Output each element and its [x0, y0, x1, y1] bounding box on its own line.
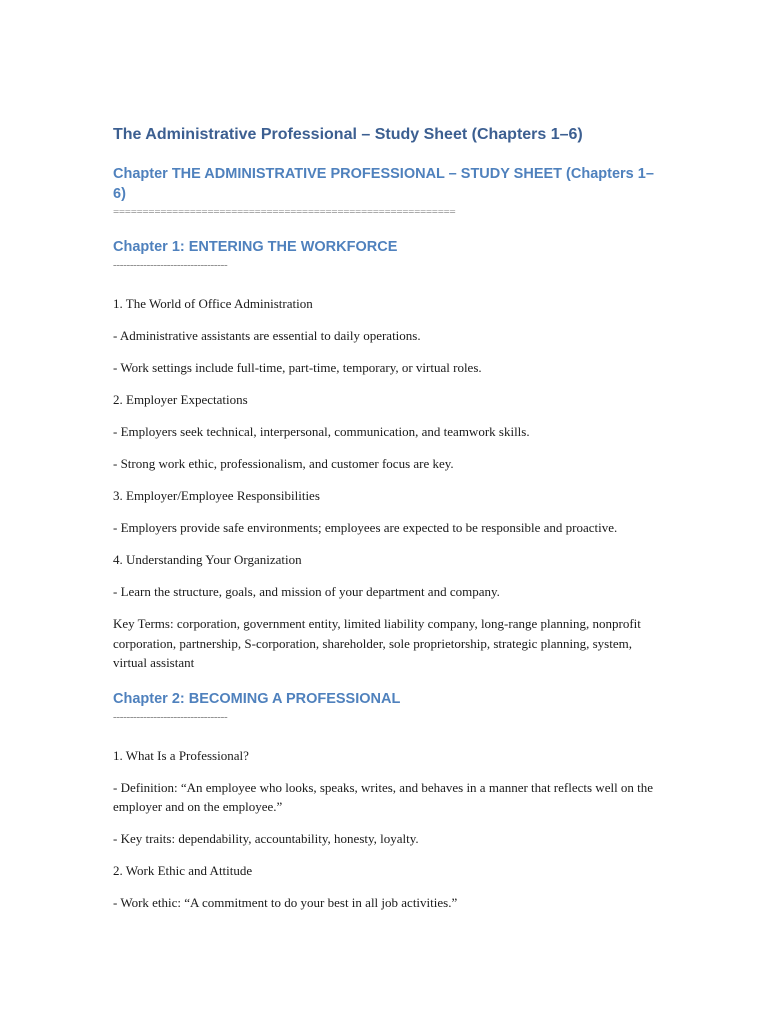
chapter-2-section	[113, 689, 658, 913]
chapter-body	[113, 294, 658, 673]
chapter-body	[113, 746, 658, 913]
paragraph: 1. The World of Office Administration	[113, 296, 313, 311]
key-terms-paragraph: Key Terms: corporation, government entity, limited liability company, long-range planning, nonprofit corporation, partnership, S-corporation, shareholder, sole proprietorship, strategic planning, system, virtual assistant	[113, 616, 641, 670]
document-page	[113, 124, 658, 929]
paragraph: - Work ethic: “A commitment to do your best in all job activities.”	[113, 895, 458, 910]
chapter-divider: ----------------------------------	[113, 259, 228, 271]
main-heading: Chapter THE ADMINISTRATIVE PROFESSIONAL – STUDY SHEET (Chapters 1–6)	[113, 166, 654, 202]
chapter-divider: ----------------------------------	[113, 710, 228, 723]
paragraph: - Employers provide safe environments; employees are expected to be responsible and proactive.	[113, 520, 618, 535]
paragraph: - Work settings include full-time, part-time, temporary, or virtual roles.	[113, 360, 482, 375]
paragraph: - Administrative assistants are essential to daily operations.	[113, 328, 421, 343]
paragraph: 1. What Is a Professional?	[113, 747, 249, 763]
paragraph: 2. Employer Expectations	[113, 392, 248, 407]
chapter-1-section	[113, 237, 658, 673]
paragraph: - Employers seek technical, interpersonal, communication, and teamwork skills.	[113, 424, 530, 439]
chapter-heading: Chapter 1: ENTERING THE WORKFORCE	[113, 239, 398, 255]
chapter-heading: Chapter 2: BECOMING A PROFESSIONAL	[113, 690, 401, 707]
paragraph: - Strong work ethic, professionalism, and customer focus are key.	[113, 456, 454, 471]
paragraph: - Learn the structure, goals, and mission of your department and company.	[113, 584, 500, 599]
main-divider: ==========================================================	[113, 206, 456, 218]
document-title: The Administrative Professional – Study Sheet (Chapters 1–6)	[113, 126, 583, 143]
paragraph: 3. Employer/Employee Responsibilities	[113, 488, 320, 503]
paragraph: 2. Work Ethic and Attitude	[113, 863, 253, 878]
paragraph: - Key traits: dependability, accountability, honesty, loyalty.	[113, 831, 419, 846]
paragraph: 4. Understanding Your Organization	[113, 552, 302, 567]
paragraph: - Definition: “An employee who looks, speaks, writes, and behaves in a manner that reflects well on the employer and on the employee.”	[113, 779, 654, 814]
